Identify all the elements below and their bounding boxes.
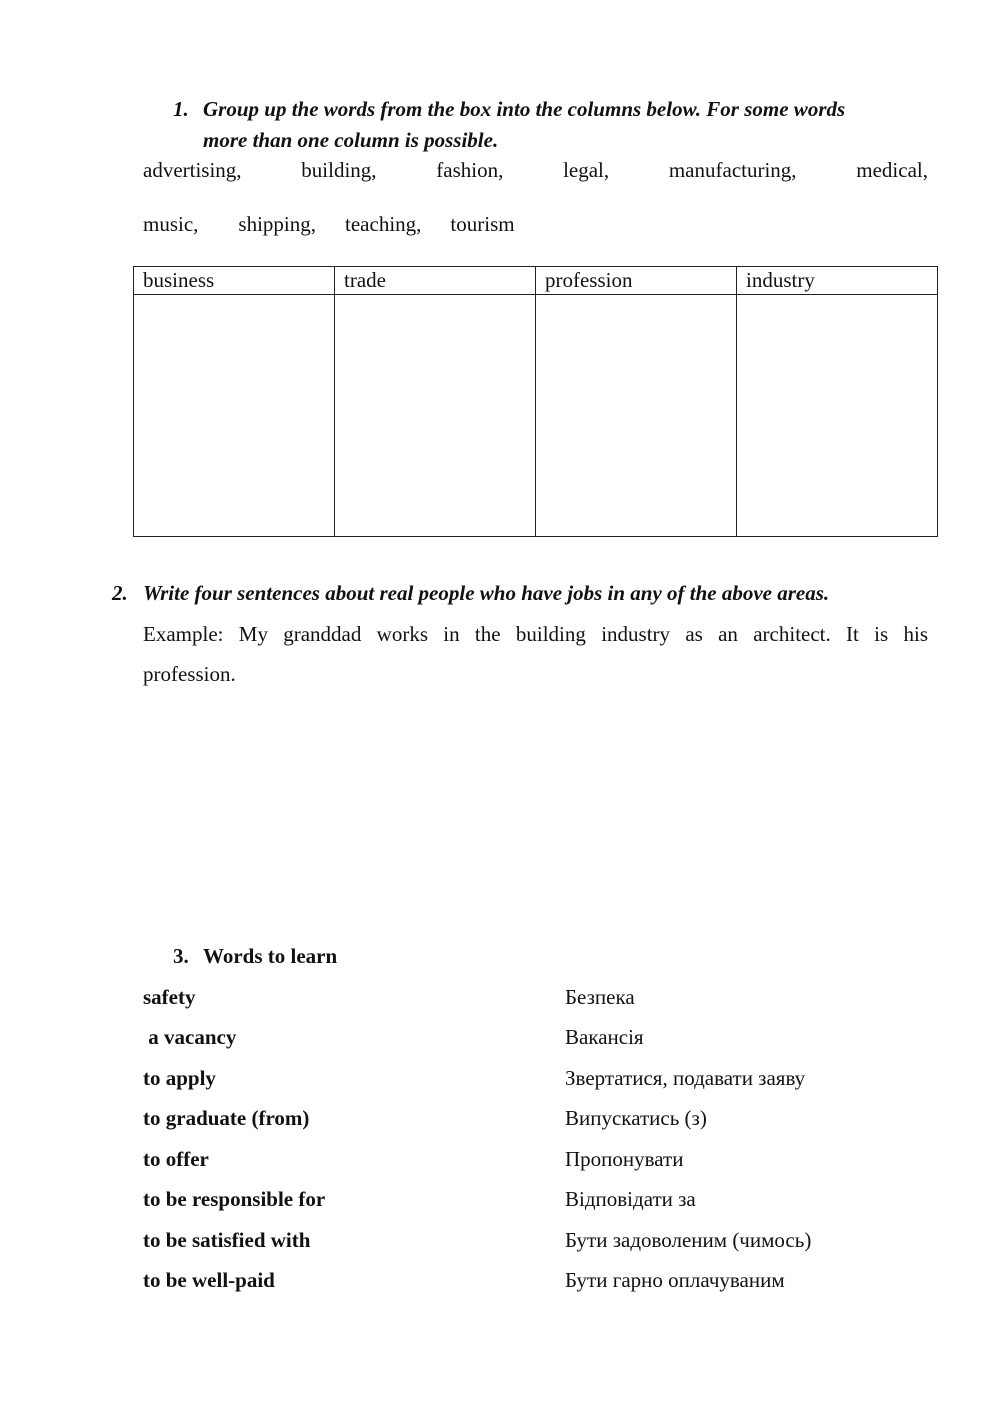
vocab-translation: Випускатись (з) (565, 1106, 707, 1130)
word-box-row-1 (143, 158, 928, 183)
word-item: advertising, (143, 158, 242, 182)
column-header-business: business (134, 267, 335, 295)
vocab-row (143, 985, 943, 1015)
task1-heading (173, 94, 189, 125)
column-header-profession: profession (536, 267, 737, 295)
answer-cell-business[interactable] (134, 295, 335, 537)
vocab-english: to offer (143, 1147, 209, 1171)
vocab-row (143, 1228, 943, 1258)
word-box-row-2 (143, 212, 928, 237)
answer-cell-profession[interactable] (536, 295, 737, 537)
column-header-trade: trade (335, 267, 536, 295)
task3-heading (173, 944, 189, 969)
vocab-translation: Пропонувати (565, 1147, 684, 1171)
word-item: shipping, (238, 212, 317, 236)
vocab-english: to graduate (from) (143, 1106, 310, 1130)
task1-title (203, 94, 943, 156)
task2-title: Write four sentences about real people who have jobs in any of the above areas. (143, 581, 830, 605)
vocab-row (143, 1066, 943, 1096)
task3-number: 3. (173, 944, 189, 968)
word-item: building, (301, 158, 377, 182)
table-header-row (134, 267, 938, 295)
vocab-english: to be responsible for (143, 1187, 326, 1211)
word-item: teaching, (345, 212, 422, 236)
word-item: fashion, (436, 158, 504, 182)
task2-example-line1: Example: My granddad works in the building industry as an architect. It is his (143, 622, 928, 646)
task1-title-line2: more than one column is possible. (203, 128, 499, 152)
vocab-translation: Відповідати за (565, 1187, 696, 1211)
word-item: tourism (450, 212, 515, 236)
task3-title: Words to learn (203, 944, 338, 968)
vocab-translation: Безпека (565, 985, 635, 1009)
vocab-english: safety (143, 985, 196, 1009)
word-item: manufacturing, (668, 158, 797, 182)
vocab-translation: Вакансія (565, 1025, 644, 1049)
task2-example-line2: profession. (143, 662, 236, 686)
table-answer-row (134, 295, 938, 537)
word-item: legal, (563, 158, 610, 182)
answer-cell-trade[interactable] (335, 295, 536, 537)
task1-title-line1: Group up the words from the box into the columns below. For some words (203, 97, 846, 121)
vocab-translation: Бути гарно оплачуваним (565, 1268, 785, 1292)
vocab-row (143, 1106, 943, 1136)
answer-cell-industry[interactable] (737, 295, 938, 537)
vocab-english: to apply (143, 1066, 216, 1090)
vocab-english: to be well-paid (143, 1268, 275, 1292)
vocab-row (143, 1268, 943, 1298)
vocab-english: a vacancy (143, 1025, 237, 1049)
vocab-translation: Бути задоволеним (чимось) (565, 1228, 812, 1252)
vocab-translation: Звертатися, подавати заяву (565, 1066, 806, 1090)
column-header-industry: industry (737, 267, 938, 295)
task2-heading (112, 578, 128, 609)
word-item: music, (143, 212, 199, 236)
word-item: medical, (856, 158, 928, 182)
vocab-row (143, 1187, 943, 1217)
grouping-table (133, 266, 938, 537)
task2-number: 2. (112, 581, 128, 605)
vocab-row (143, 1025, 943, 1055)
task1-number: 1. (173, 97, 189, 121)
vocab-row (143, 1147, 943, 1177)
vocab-english: to be satisfied with (143, 1228, 311, 1252)
task2-example (143, 614, 928, 694)
